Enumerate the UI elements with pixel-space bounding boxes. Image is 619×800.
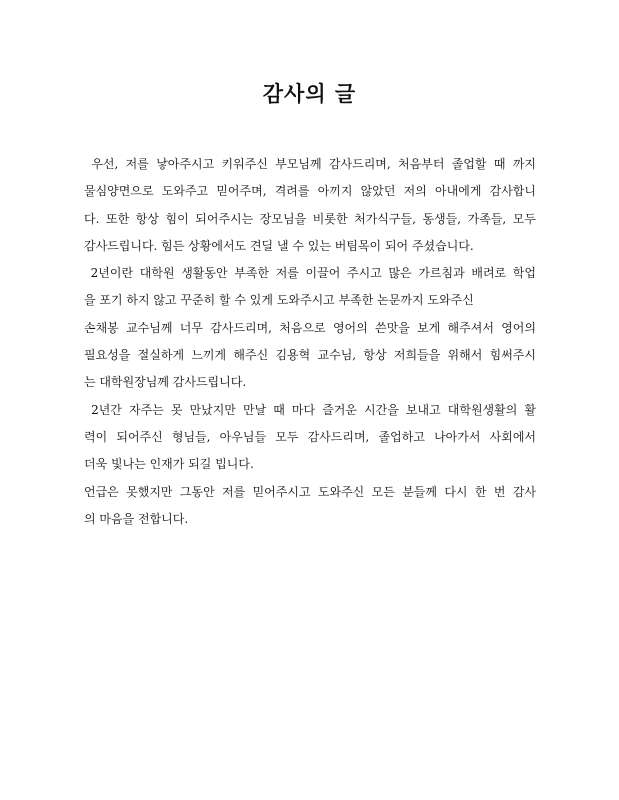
text-line: 는 대학원장님께 감사드립니다. [84,375,247,390]
text-line: 2년이란 대학원 생활동안 부족한 저를 이끌어 주시고 많은 가르침과 배려로 학업 [84,266,536,281]
text-line: 의 마음을 전합니다. [84,511,189,526]
text-line: 필요성을 절실하게 느끼게 해주신 김용혁 교수님, 항상 저희들을 위해서 힘써주시 [84,348,536,363]
text-line: 을 포기 하지 않고 꾸준히 할 수 있게 도와주시고 부족한 논문까지 도와주신 [84,293,474,308]
text-line: 2년간 자주는 못 만났지만 만날 때 마다 즐거운 시간을 보내고 대학원생활의 활 [84,402,536,417]
text-line: 더욱 빛나는 인재가 되길 빕니다. [84,457,254,472]
text-line: 다. 또한 항상 힘이 되어주시는 장모님을 비롯한 처가식구들, 동생들, 가족들, 모두 [84,211,536,226]
document-title: 감사의 글 [262,81,357,106]
document-body [84,158,536,540]
text-line: 언급은 못했지만 그동안 저를 믿어주시고 도와주신 모든 분들께 다시 한 번 감사 [84,484,536,499]
text-line: 우선, 저를 낳아주시고 키워주신 부모님께 감사드리며, 처음부터 졸업할 때 까지 [84,157,536,171]
text-line: 감사드립니다. 힘든 상황에서도 견딜 낼 수 있는 버팀목이 되어 주셨습니다. [84,238,474,253]
text-line: 물심양면으로 도와주고 믿어주며, 격려를 아끼지 않았던 저의 아내에게 감사합니 [84,184,536,199]
text-line: 손채봉 교수님께 너무 감사드리며, 처음으로 영어의 쓴맛을 보게 해주셔서 영어의 [84,320,536,335]
text-line: 력이 되어주신 형님들, 아우님들 모두 감사드리며, 졸업하고 나아가서 사회에서 [84,429,536,444]
